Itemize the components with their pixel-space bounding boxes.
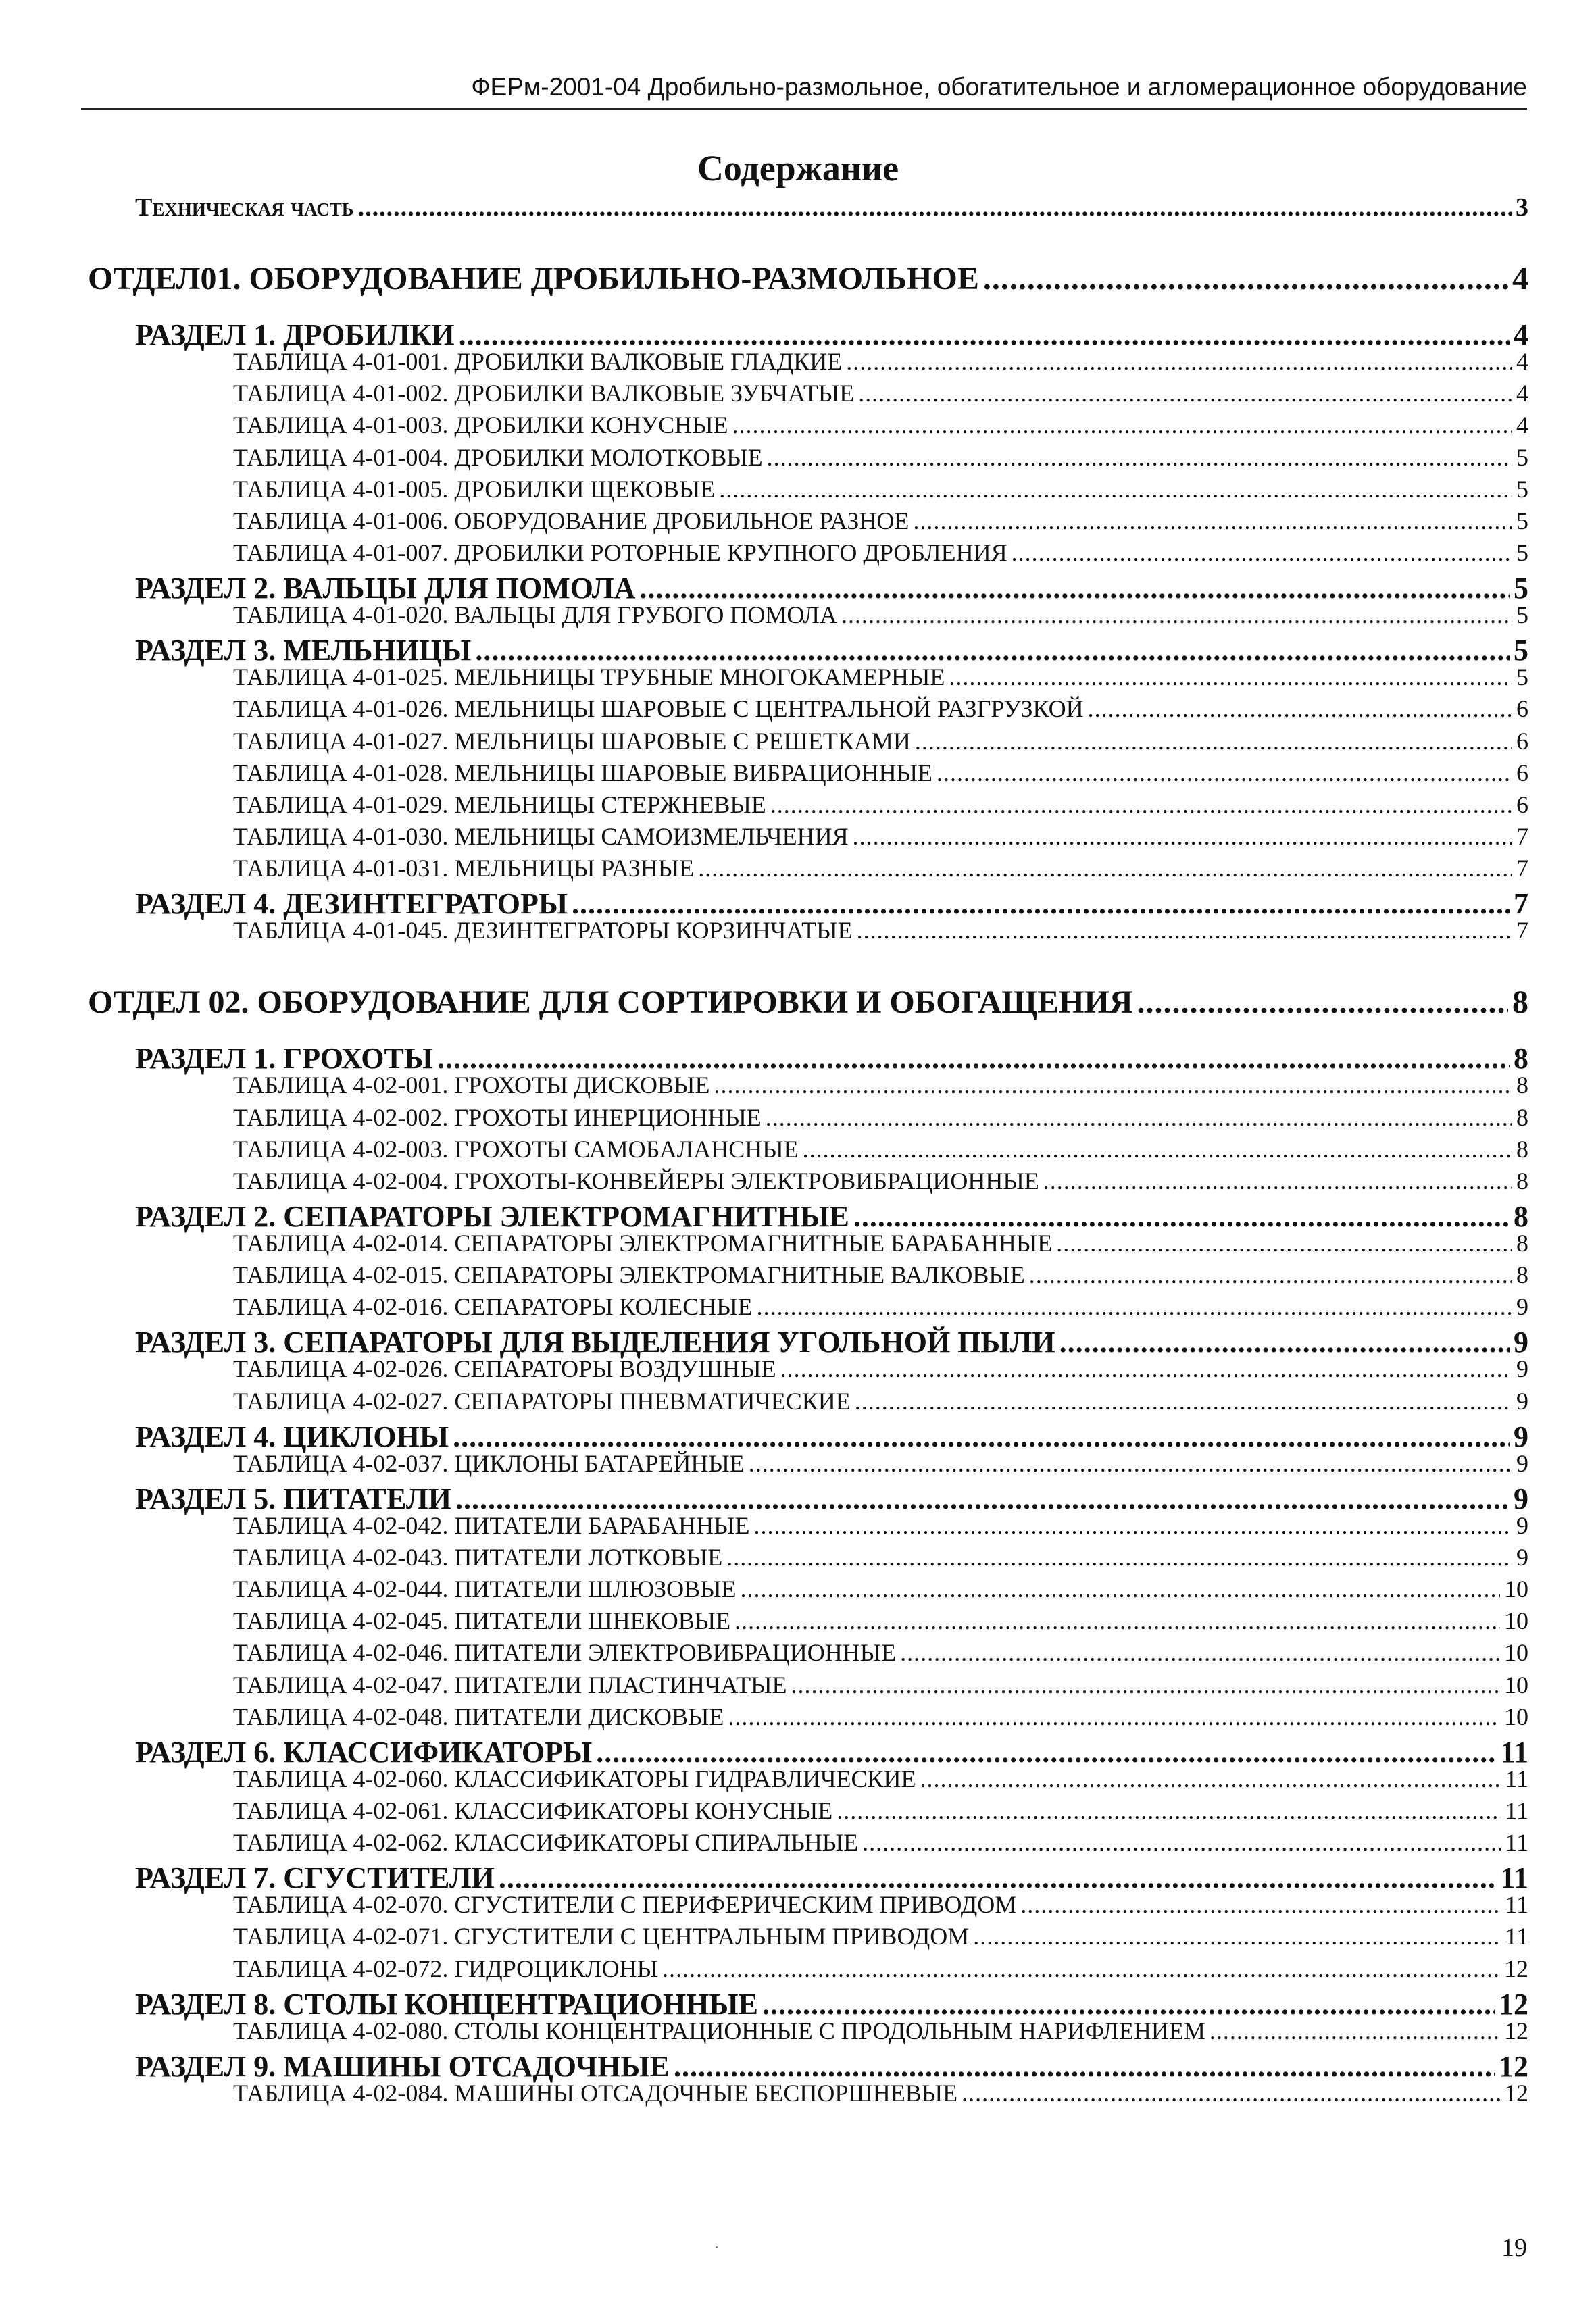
toc-entry-division[interactable]: [88, 984, 1528, 1021]
toc-entry-technical[interactable]: [135, 193, 1528, 222]
toc-entry-table[interactable]: [233, 854, 1528, 882]
toc-entry-page: 7: [1516, 823, 1528, 850]
dot-leader: [1020, 1890, 1501, 1919]
toc-entry-table[interactable]: [233, 1828, 1528, 1857]
toc-entry-table[interactable]: [233, 1890, 1528, 1919]
toc-entry-page: 8: [1512, 984, 1528, 1020]
toc-entry-page: 7: [1514, 887, 1528, 920]
toc-entry-page: 4: [1516, 348, 1528, 375]
dot-leader: [791, 1671, 1500, 1699]
toc-entry-table[interactable]: [233, 1607, 1528, 1635]
toc-entry-title: ТАБЛИЦА 4-02-048. ПИТАТЕЛИ ДИСКОВЫЕ: [233, 1703, 724, 1730]
toc-entry-title: РАЗДЕЛ 7. СГУСТИТЕЛИ: [135, 1861, 495, 1894]
toc-entry-page: 8: [1516, 1230, 1528, 1257]
toc-entry-page: 12: [1504, 2017, 1528, 2044]
toc-entry-title: ОТДЕЛ01. ОБОРУДОВАНИЕ ДРОБИЛЬНО-РАЗМОЛЬНОЕ: [88, 261, 979, 297]
toc-entry-page: 8: [1514, 1042, 1528, 1075]
toc-entry-page: 6: [1516, 791, 1528, 818]
toc-entry-title: ТАБЛИЦА 4-02-061. КЛАССИФИКАТОРЫ КОНУСНЫЕ: [233, 1797, 833, 1824]
toc-entry-page: 6: [1516, 728, 1528, 755]
running-header: ФЕРм-2001-04 Дробильно-размольное, обогатительное и агломерационное оборудование: [471, 73, 1527, 101]
toc-entry-page: 5: [1516, 444, 1528, 471]
toc-entry-page: 6: [1516, 695, 1528, 722]
dot-leader: [837, 1796, 1501, 1825]
toc-entry-division[interactable]: [88, 260, 1528, 297]
toc-entry-page: 5: [1514, 634, 1528, 667]
toc-entry-title: ТАБЛИЦА 4-02-070. СГУСТИТЕЛИ С ПЕРИФЕРИЧЕСКИМ ПРИВОДОМ: [233, 1891, 1017, 1918]
toc-entry-title: ТАБЛИЦА 4-02-001. ГРОХОТЫ ДИСКОВЫЕ: [233, 1072, 710, 1099]
dot-leader: [949, 663, 1512, 691]
toc-entry-page: 5: [1516, 476, 1528, 503]
toc-entry-title: РАЗДЕЛ 1. ГРОХОТЫ: [135, 1042, 434, 1075]
toc-entry-page: 5: [1516, 507, 1528, 534]
toc-entry-title: ТАБЛИЦА 4-02-047. ПИТАТЕЛИ ПЛАСТИНЧАТЫЕ: [233, 1671, 787, 1699]
toc-entry-table[interactable]: [233, 916, 1528, 945]
dot-leader: [780, 1355, 1512, 1383]
dot-leader: [858, 379, 1512, 407]
toc-entry-table[interactable]: [233, 1071, 1528, 1099]
toc-entry-title: РАЗДЕЛ 2. ВАЛЬЦЫ ДЛЯ ПОМОЛА: [135, 572, 636, 605]
toc-entry-page: 6: [1516, 759, 1528, 786]
dot-leader: [1012, 538, 1512, 567]
scan-speck: [716, 2246, 718, 2248]
toc-entry-page: 10: [1504, 1607, 1528, 1634]
toc-entry-table[interactable]: [233, 2079, 1528, 2107]
toc-entry-page: 12: [1499, 2050, 1528, 2083]
dot-leader: [857, 916, 1512, 945]
header-rule: [81, 108, 1527, 110]
toc-entry-page: 10: [1504, 1576, 1528, 1603]
toc-entry-title: ТАБЛИЦА 4-01-027. МЕЛЬНИЦЫ ШАРОВЫЕ С РЕШЕТКАМИ: [233, 728, 911, 755]
dot-leader: [728, 1703, 1500, 1731]
toc-entry-title: ТАБЛИЦА 4-02-003. ГРОХОТЫ САМОБАЛАНСНЫЕ: [233, 1136, 799, 1163]
dot-leader: [770, 790, 1512, 819]
toc-entry-title: ТАБЛИЦА 4-01-045. ДЕЗИНТЕГРАТОРЫ КОРЗИНЧАТЫЕ: [233, 917, 853, 944]
dot-leader: [1029, 1261, 1512, 1289]
dot-leader: [803, 1135, 1512, 1163]
toc-entry-title: ТАБЛИЦА 4-02-072. ГИДРОЦИКЛОНЫ: [233, 1955, 658, 1982]
toc-entry-title: ТАБЛИЦА 4-02-037. ЦИКЛОНЫ БАТАРЕЙНЫЕ: [233, 1450, 745, 1477]
dot-leader: [732, 411, 1512, 439]
toc-entry-page: 5: [1514, 572, 1528, 605]
toc-entry-table[interactable]: [233, 1229, 1528, 1257]
dot-leader: [1088, 695, 1512, 723]
toc-entry-table[interactable]: [233, 1765, 1528, 1793]
toc-entry-title: ТАБЛИЦА 4-02-044. ПИТАТЕЛИ ШЛЮЗОВЫЕ: [233, 1576, 737, 1603]
dot-leader: [846, 347, 1512, 376]
toc-entry-table[interactable]: [233, 411, 1528, 439]
toc-entry-table[interactable]: [233, 790, 1528, 819]
toc-entry-page: 9: [1516, 1355, 1528, 1382]
dot-leader: [937, 759, 1512, 787]
toc-entry-table[interactable]: [233, 1543, 1528, 1571]
toc-entry-page: 7: [1516, 855, 1528, 882]
toc-entry-title: РАЗДЕЛ 5. ПИТАТЕЛИ: [135, 1482, 451, 1515]
toc-entry-table[interactable]: [233, 507, 1528, 535]
toc-entry-title: РАЗДЕЛ 6. КЛАССИФИКАТОРЫ: [135, 1736, 593, 1769]
toc-entry-title: ТАБЛИЦА 4-01-020. ВАЛЬЦЫ ДЛЯ ГРУБОГО ПОМОЛА: [233, 601, 837, 628]
toc-entry-title: ТАБЛИЦА 4-01-031. МЕЛЬНИЦЫ РАЗНЫЕ: [233, 855, 695, 882]
toc-entry-title: ТАБЛИЦА 4-02-042. ПИТАТЕЛИ БАРАБАННЫЕ: [233, 1512, 750, 1539]
toc-entry-title: ТАБЛИЦА 4-01-004. ДРОБИЛКИ МОЛОТКОВЫЕ: [233, 444, 763, 471]
toc-entry-page: 8: [1516, 1261, 1528, 1288]
toc-entry-page: 12: [1499, 1988, 1528, 2021]
toc-entry-page: 9: [1516, 1388, 1528, 1415]
toc-entry-page: 9: [1516, 1293, 1528, 1320]
toc-entry-page: 9: [1514, 1326, 1528, 1359]
toc-entry-table[interactable]: [233, 1355, 1528, 1383]
toc-entry-page: 10: [1504, 1671, 1528, 1699]
toc-entry-table[interactable]: [233, 1671, 1528, 1699]
toc-entry-title: ТАБЛИЦА 4-01-002. ДРОБИЛКИ ВАЛКОВЫЕ ЗУБЧАТЫЕ: [233, 380, 855, 407]
toc-entry-title: РАЗДЕЛ 4. ДЕЗИНТЕГРАТОРЫ: [135, 887, 568, 920]
toc-entry-title: Техническая часть: [135, 193, 354, 222]
toc-entry-table[interactable]: [233, 347, 1528, 376]
toc-entry-page: 4: [1512, 261, 1528, 297]
toc-entry-table[interactable]: [233, 1292, 1528, 1321]
toc-entry-title: ТАБЛИЦА 4-01-001. ДРОБИЛКИ ВАЛКОВЫЕ ГЛАДКИЕ: [233, 348, 843, 375]
dot-leader: [920, 1765, 1501, 1793]
dot-leader: [749, 1449, 1512, 1478]
toc-entry-title: ТАБЛИЦА 4-01-006. ОБОРУДОВАНИЕ ДРОБИЛЬНОЕ РАЗНОЕ: [233, 507, 909, 534]
toc-entry-page: 12: [1504, 1955, 1528, 1982]
toc-entry-title: ТАБЛИЦА 4-02-043. ПИТАТЕЛИ ЛОТКОВЫЕ: [233, 1544, 723, 1571]
dot-leader: [719, 475, 1512, 503]
toc-entry-title: ТАБЛИЦА 4-02-002. ГРОХОТЫ ИНЕРЦИОННЫЕ: [233, 1104, 762, 1131]
toc-entry-page: 11: [1500, 1736, 1528, 1769]
toc-entry-title: ТАБЛИЦА 4-02-046. ПИТАТЕЛИ ЭЛЕКТРОВИБРАЦИОННЫЕ: [233, 1639, 897, 1666]
toc-entry-title: ТАБЛИЦА 4-01-007. ДРОБИЛКИ РОТОРНЫЕ КРУПНОГО ДРОБЛЕНИЯ: [233, 539, 1007, 566]
toc-entry-title: ТАБЛИЦА 4-02-027. СЕПАРАТОРЫ ПНЕВМАТИЧЕСКИЕ: [233, 1388, 851, 1415]
toc-entry-title: ТАБЛИЦА 4-02-045. ПИТАТЕЛИ ШНЕКОВЫЕ: [233, 1607, 731, 1634]
dot-leader: [734, 1607, 1500, 1635]
dot-leader: [358, 193, 1512, 222]
dot-leader: [913, 507, 1512, 535]
toc-entry-page: 8: [1514, 1200, 1528, 1233]
toc-entry-title: ТАБЛИЦА 4-02-026. СЕПАРАТОРЫ ВОЗДУШНЫЕ: [233, 1355, 776, 1382]
toc-entry-title: ТАБЛИЦА 4-01-028. МЕЛЬНИЦЫ ШАРОВЫЕ ВИБРАЦИОННЫЕ: [233, 759, 932, 786]
toc-entry-table[interactable]: [233, 1261, 1528, 1289]
toc-entry-table[interactable]: [233, 1167, 1528, 1195]
toc-entry-table[interactable]: [233, 379, 1528, 407]
toc-entry-page: 8: [1516, 1167, 1528, 1194]
toc-entry-title: ТАБЛИЦА 4-01-026. МЕЛЬНИЦЫ ШАРОВЫЕ С ЦЕНТРАЛЬНОЙ РАЗГРУЗКОЙ: [233, 695, 1084, 722]
toc-entry-title: ТАБЛИЦА 4-01-029. МЕЛЬНИЦЫ СТЕРЖНЕВЫЕ: [233, 791, 766, 818]
toc-entry-page: 12: [1504, 2080, 1528, 2107]
toc-entry-title: ТАБЛИЦА 4-02-062. КЛАССИФИКАТОРЫ СПИРАЛЬНЫЕ: [233, 1829, 859, 1856]
toc-entry-title: ТАБЛИЦА 4-02-016. СЕПАРАТОРЫ КОЛЕСНЫЕ: [233, 1293, 753, 1320]
toc-entry-table[interactable]: [233, 663, 1528, 691]
dot-leader: [855, 1387, 1512, 1415]
toc-entry-title: ТАБЛИЦА 4-02-060. КЛАССИФИКАТОРЫ ГИДРАВЛИЧЕСКИЕ: [233, 1765, 916, 1792]
dot-leader: [853, 822, 1512, 851]
toc-entry-table[interactable]: [233, 538, 1528, 567]
toc-entry-page: 5: [1516, 663, 1528, 690]
toc-entry-title: РАЗДЕЛ 4. ЦИКЛОНЫ: [135, 1420, 449, 1453]
toc-entry-title: ОТДЕЛ 02. ОБОРУДОВАНИЕ ДЛЯ СОРТИРОВКИ И ОБОГАЩЕНИЯ: [88, 984, 1133, 1020]
toc-entry-table[interactable]: [233, 1135, 1528, 1163]
dot-leader: [841, 601, 1512, 629]
toc-entry-page: 9: [1516, 1512, 1528, 1539]
toc-entry-title: РАЗДЕЛ 1. ДРОБИЛКИ: [135, 318, 455, 351]
toc-entry-page: 8: [1516, 1072, 1528, 1099]
toc-entry-table[interactable]: [233, 1387, 1528, 1415]
toc-entry-page: 10: [1504, 1703, 1528, 1730]
dot-leader: [915, 727, 1512, 755]
dot-leader: [698, 854, 1512, 882]
toc-entry-table[interactable]: [233, 695, 1528, 723]
toc-entry-page: 10: [1504, 1639, 1528, 1666]
toc-entry-table[interactable]: [233, 475, 1528, 503]
dot-leader: [983, 260, 1508, 297]
toc-entry-page: 4: [1516, 380, 1528, 407]
toc-entry-title: РАЗДЕЛ 3. МЕЛЬНИЦЫ: [135, 634, 472, 667]
toc-entry-title: ТАБЛИЦА 4-02-004. ГРОХОТЫ-КОНВЕЙЕРЫ ЭЛЕКТРОВИБРАЦИОННЫЕ: [233, 1167, 1039, 1194]
toc-entry-table[interactable]: [233, 759, 1528, 787]
toc-entry-table[interactable]: [233, 1638, 1528, 1667]
toc-entry-table[interactable]: [233, 1575, 1528, 1603]
toc-entry-title: ТАБЛИЦА 4-02-015. СЕПАРАТОРЫ ЭЛЕКТРОМАГНИТНЫЕ ВАЛКОВЫЕ: [233, 1261, 1025, 1288]
toc-entry-table[interactable]: [233, 1796, 1528, 1825]
toc-entry-table[interactable]: [233, 727, 1528, 755]
dot-leader: [740, 1575, 1500, 1603]
toc-entry-title: РАЗДЕЛ 9. МАШИНЫ ОТСАДОЧНЫЕ: [135, 2050, 670, 2083]
toc-entry-table[interactable]: [233, 1703, 1528, 1731]
toc-entry-title: ТАБЛИЦА 4-01-005. ДРОБИЛКИ ЩЕКОВЫЕ: [233, 476, 716, 503]
toc-entry-page: 9: [1516, 1544, 1528, 1571]
page-number: 19: [1501, 2234, 1527, 2262]
toc-entry-table[interactable]: [233, 1103, 1528, 1132]
toc-entry-table[interactable]: [233, 1449, 1528, 1478]
dot-leader: [900, 1638, 1500, 1667]
toc-entry-title: ТАБЛИЦА 4-02-071. СГУСТИТЕЛИ С ЦЕНТРАЛЬНЫМ ПРИВОДОМ: [233, 1923, 970, 1950]
dot-leader: [862, 1828, 1501, 1857]
page-title: Содержание: [697, 148, 899, 188]
toc-entry-title: РАЗДЕЛ 2. СЕПАРАТОРЫ ЭЛЕКТРОМАГНИТНЫЕ: [135, 1200, 849, 1233]
toc-entry-title: ТАБЛИЦА 4-01-030. МЕЛЬНИЦЫ САМОИЗМЕЛЬЧЕНИЯ: [233, 823, 849, 850]
toc-entry-page: 11: [1505, 1797, 1528, 1824]
toc-entry-page: 11: [1505, 1923, 1528, 1950]
toc-entry-page: 11: [1505, 1891, 1528, 1918]
toc-entry-table[interactable]: [233, 443, 1528, 472]
toc-entry-page: 9: [1514, 1482, 1528, 1515]
toc-entry-table[interactable]: [233, 822, 1528, 851]
toc-entry-page: 4: [1516, 411, 1528, 438]
dot-leader: [1210, 2017, 1500, 2045]
toc-entry-page: 9: [1514, 1420, 1528, 1453]
toc-entry-page: 7: [1516, 917, 1528, 944]
toc-entry-page: 4: [1514, 318, 1528, 351]
dot-leader: [767, 443, 1512, 472]
toc-entry-table[interactable]: [233, 1511, 1528, 1540]
dot-leader: [754, 1511, 1513, 1540]
dot-leader: [766, 1103, 1512, 1132]
toc-entry-table[interactable]: [233, 1955, 1528, 1983]
dot-leader: [1043, 1167, 1512, 1195]
toc-entry-page: 11: [1500, 1861, 1528, 1894]
toc-entry-page: 8: [1516, 1136, 1528, 1163]
toc-entry-title: ТАБЛИЦА 4-01-025. МЕЛЬНИЦЫ ТРУБНЫЕ МНОГОКАМЕРНЫЕ: [233, 663, 945, 690]
toc-entry-page: 9: [1516, 1450, 1528, 1477]
toc-entry-title: ТАБЛИЦА 4-02-084. МАШИНЫ ОТСАДОЧНЫЕ БЕСПОРШНЕВЫЕ: [233, 2080, 958, 2107]
dot-leader: [1056, 1229, 1512, 1257]
toc-entry-page: 11: [1505, 1765, 1528, 1792]
dot-leader: [1137, 984, 1508, 1021]
dot-leader: [726, 1543, 1512, 1571]
toc-entry-table[interactable]: [233, 1922, 1528, 1951]
toc-entry-title: РАЗДЕЛ 3. СЕПАРАТОРЫ ДЛЯ ВЫДЕЛЕНИЯ УГОЛЬНОЙ ПЫЛИ: [135, 1326, 1055, 1359]
toc-entry-page: 3: [1516, 193, 1528, 222]
toc-entry-title: РАЗДЕЛ 8. СТОЛЫ КОНЦЕНТРАЦИОННЫЕ: [135, 1988, 758, 2021]
toc-entry-table[interactable]: [233, 601, 1528, 629]
toc-entry-title: ТАБЛИЦА 4-02-014. СЕПАРАТОРЫ ЭЛЕКТРОМАГНИТНЫЕ БАРАБАННЫЕ: [233, 1230, 1053, 1257]
toc-entry-page: 11: [1505, 1829, 1528, 1856]
dot-leader: [662, 1955, 1500, 1983]
dot-leader: [757, 1292, 1512, 1321]
toc-entry-title: ТАБЛИЦА 4-02-080. СТОЛЫ КОНЦЕНТРАЦИОННЫЕ С ПРОДОЛЬНЫМ НАРИФЛЕНИЕМ: [233, 2017, 1205, 2044]
dot-leader: [962, 2079, 1500, 2107]
toc-entry-table[interactable]: [233, 2017, 1528, 2045]
toc-entry-page: 8: [1516, 1104, 1528, 1131]
toc-entry-title: ТАБЛИЦА 4-01-003. ДРОБИЛКИ КОНУСНЫЕ: [233, 411, 728, 438]
dot-leader: [714, 1071, 1512, 1099]
toc-entry-page: 5: [1516, 601, 1528, 628]
dot-leader: [973, 1922, 1501, 1951]
toc-entry-page: 5: [1516, 539, 1528, 566]
